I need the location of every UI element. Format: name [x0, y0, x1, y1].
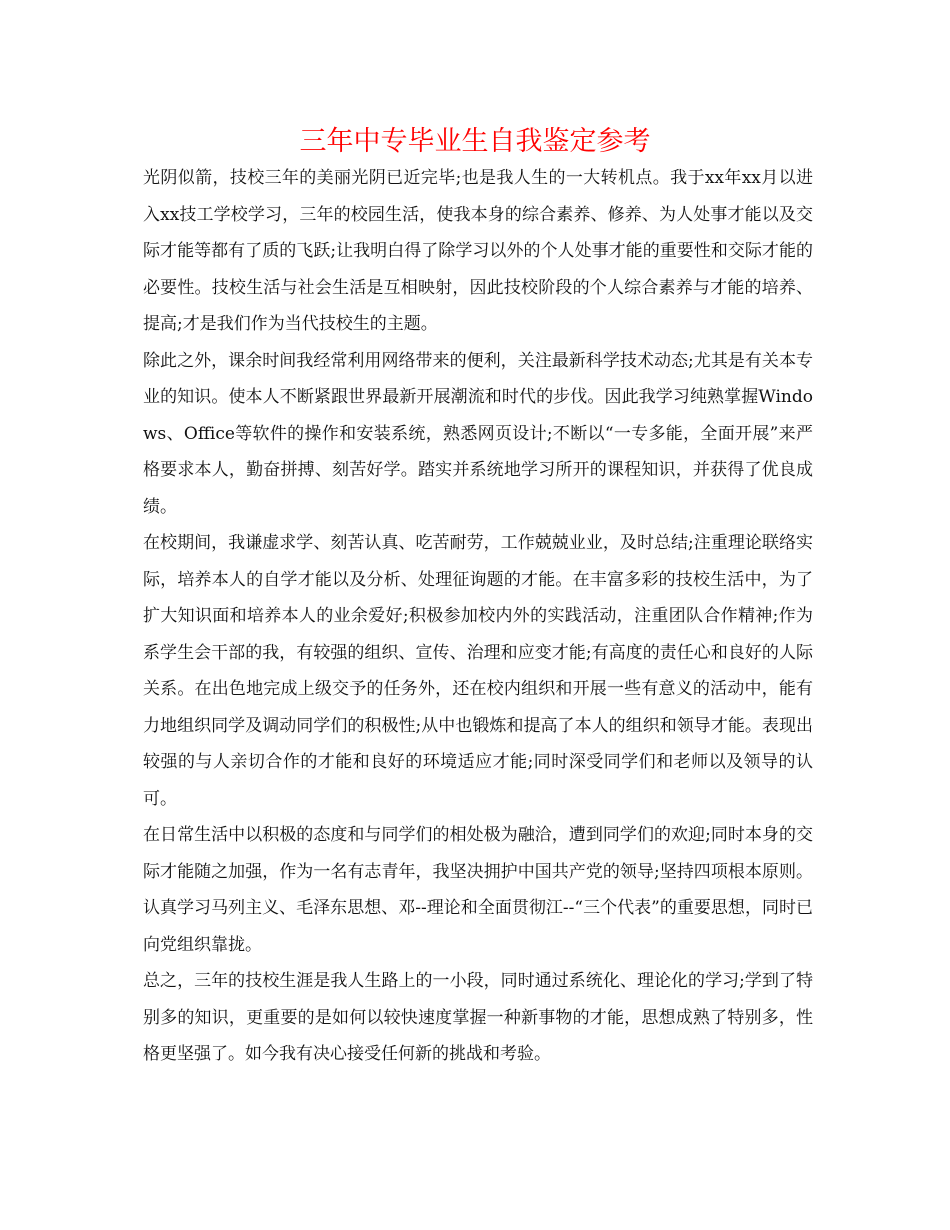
paragraph-5: 总之，三年的技校生涯是我人生路上的一小段，同时通过系统化、理论化的学习;学到了特别多的知识，更重要的是如何以较快速度掌握一种新事物的才能，思想成熟了特别多，性格更坚强了。如今我有决心接受任何新的挑战和考验。: [143, 971, 813, 1064]
paragraph-2: 除此之外，课余时间我经常利用网络带来的便利，关注最新科学技术动态;尤其是有关本专业的知识。使本人不断紧跟世界最新开展潮流和时代的步伐。因此我学习纯熟掌握Windows、Office等软件的操作和安装系统，熟悉网页设计;不断以“一专多能，全面开展”来严格要求本人，勤奋拼搏、刻苦好学。踏实并系统地学习所开的课程知识，并获得了优良成绩。: [143, 350, 813, 517]
paragraph-1: 光阴似箭，技校三年的美丽光阴已近完毕;也是我人生的一大转机点。我于xx年xx月以进入xx技工学校学习，三年的校园生活，使我本身的综合素养、修养、为人处事才能以及交际才能等都有了质的飞跃;让我明白得了除学习以外的个人处事才能的重要性和交际才能的必要性。技校生活与社会生活是互相映射，因此技校阶段的个人综合素养与才能的培养、提高;才是我们作为当代技校生的主题。: [143, 168, 813, 334]
document-body: [143, 160, 813, 1073]
paragraph-4: 在日常生活中以积极的态度和与同学们的相处极为融洽，遭到同学们的欢迎;同时本身的交际才能随之加强，作为一名有志青年，我坚决拥护中国共产党的领导;坚持四项根本原则。认真学习马列主义、毛泽东思想、邓--理论和全面贯彻江--“三个代表”的重要思想，同时已向党组织靠拢。: [143, 825, 813, 955]
document-title: 三年中专毕业生自我鉴定参考: [299, 126, 651, 157]
paragraph-3: 在校期间，我谦虚求学、刻苦认真、吃苦耐劳，工作兢兢业业，及时总结;注重理论联络实际，培养本人的自学才能以及分析、处理征询题的才能。在丰富多彩的技校生活中，为了扩大知识面和培养本人的业余爱好;积极参加校内外的实践活动，注重团队合作精神;作为系学生会干部的我，有较强的组织、宣传、治理和应变才能;有高度的责任心和良好的人际关系。在出色地完成上级交予的任务外，还在校内组织和开展一些有意义的活动中，能有力地组织同学及调动同学们的积极性;从中也锻炼和提高了本人的组织和领导才能。表现出较强的与人亲切合作的才能和良好的环境适应才能;同时深受同学们和老师以及领导的认可。: [143, 533, 813, 809]
